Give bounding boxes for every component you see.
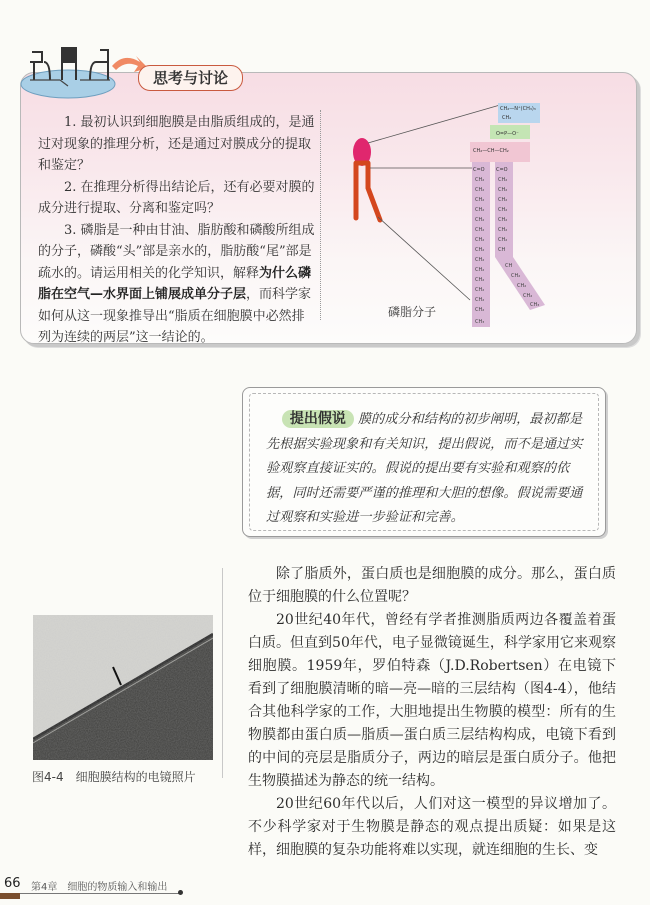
svg-text:C=O: C=O bbox=[473, 167, 485, 173]
svg-text:CH₂: CH₂ bbox=[498, 197, 508, 203]
svg-text:CH₂: CH₂ bbox=[523, 293, 533, 299]
svg-text:CH₂: CH₂ bbox=[475, 247, 485, 253]
column-divider bbox=[222, 568, 223, 778]
svg-text:CH₂—CH—CH₂: CH₂—CH—CH₂ bbox=[473, 148, 509, 154]
svg-text:C=O: C=O bbox=[496, 167, 508, 173]
svg-text:CH₂: CH₂ bbox=[475, 207, 485, 213]
footer-rule bbox=[20, 893, 180, 894]
svg-text:CH₂: CH₂ bbox=[498, 187, 508, 193]
svg-text:CH₂: CH₂ bbox=[475, 257, 485, 263]
paragraph-3: 20世纪60年代以后，人们对这一模型的异议增加了。不少科学家对于生物膜是静态的观点提出质疑：如果是这样，细胞膜的复杂功能将难以实现，就连细胞的生长、变 bbox=[248, 796, 616, 858]
svg-text:CH₂: CH₂ bbox=[498, 217, 508, 223]
phospholipid-cartoon-icon bbox=[353, 138, 380, 220]
divider bbox=[320, 110, 321, 320]
svg-text:CH: CH bbox=[505, 263, 513, 269]
svg-text:CH₂: CH₂ bbox=[475, 197, 485, 203]
svg-text:CH₂: CH₂ bbox=[502, 115, 512, 121]
svg-text:CH₂: CH₂ bbox=[475, 177, 485, 183]
hypothesis-tag: 提出假说 bbox=[282, 410, 354, 428]
svg-text:CH₂: CH₂ bbox=[475, 187, 485, 193]
svg-text:CH₂: CH₂ bbox=[498, 177, 508, 183]
main-body-text bbox=[248, 563, 616, 862]
svg-text:CH₂: CH₂ bbox=[475, 237, 485, 243]
hypothesis-body: 膜的成分和结构的初步阐明，最初都是先根据实验现象和有关知识，提出假说，而不是通过实验观察直接证实的。假说的提出要有实验和观察的依据，同时还需要严谨的推理和大胆的想像。假说需要通过观察和实验进一步验证和完善。 bbox=[266, 412, 583, 525]
question-3: 3. 磷脂是一种由甘油、脂肪酸和磷酸所组成的分子，磷酸“头”部是亲水的，脂肪酸“尾”部是疏水的。请运用相关的化学知识，解释为什么磷脂在空气—水界面上铺展成单分子层，而科学家如何从这一现象推导出“脂质在细胞膜中必然排列为连续的两层”这一结论的。 bbox=[38, 222, 315, 345]
svg-text:CH₂: CH₂ bbox=[498, 237, 508, 243]
phospholipid-caption: 磷脂分子 bbox=[388, 305, 437, 319]
paragraph-2: 20世纪40年代，曾经有学者推测脂质两边各覆盖着蛋白质。但直到50年代，电子显微镜诞生，科学家用它来观察细胞膜。1959年，罗伯特森（J.D.Robertsen）在电镜下看到了细胞膜清晰的暗—亮—暗的三层结构（图4-4），他结合其他科学家的工作，大胆地提出生物膜的模型：所有的生物膜都由蛋白质—脂质—蛋白质三层结构构成，电镜下看到的中间的亮层是脂质分子，两边的暗层是蛋白质分子。他把生物膜描述为静态的统一结构。 bbox=[248, 612, 616, 789]
svg-text:CH₂: CH₂ bbox=[475, 267, 485, 273]
svg-text:CH₂: CH₂ bbox=[498, 227, 508, 233]
svg-text:CH₂: CH₂ bbox=[475, 277, 485, 283]
figure-4-4-caption: 图4-4 细胞膜结构的电镜照片 bbox=[32, 770, 196, 784]
paragraph-1: 除了脂质外，蛋白质也是细胞膜的成分。那么，蛋白质位于细胞膜的什么位置呢？ bbox=[248, 566, 616, 605]
svg-text:CH₂: CH₂ bbox=[475, 297, 485, 303]
svg-text:CH₂: CH₂ bbox=[475, 307, 485, 313]
svg-text:CH₂: CH₂ bbox=[475, 227, 485, 233]
svg-text:CH₂: CH₂ bbox=[475, 287, 485, 293]
discussion-title: 思考与讨论 bbox=[138, 65, 243, 91]
svg-text:CH₃: CH₃ bbox=[530, 302, 540, 308]
em-photo-image bbox=[33, 615, 213, 760]
footer-bar bbox=[0, 893, 20, 899]
svg-text:CH₂: CH₂ bbox=[475, 217, 485, 223]
svg-text:CH₂: CH₂ bbox=[517, 283, 527, 289]
svg-text:O=P—O⁻: O=P—O⁻ bbox=[496, 131, 519, 137]
discussion-questions bbox=[38, 112, 316, 349]
phospholipid-diagram bbox=[340, 95, 590, 335]
svg-text:CH₂—N⁺(CH₃)₃: CH₂—N⁺(CH₃)₃ bbox=[500, 106, 536, 112]
svg-text:CH₂: CH₂ bbox=[498, 207, 508, 213]
hypothesis-text bbox=[266, 407, 591, 531]
question-2: 2. 在推理分析得出结论后，还有必要对膜的成分进行提取、分离和鉴定吗？ bbox=[38, 179, 315, 216]
chapter-title: 第4章 细胞的物质输入和输出 bbox=[31, 882, 168, 893]
page-number: 66 bbox=[4, 876, 21, 891]
question-1: 1. 最初认识到细胞膜是由脂质组成的，是通过对现象的推理分析，还是通过对膜成分的提取和鉴定？ bbox=[38, 115, 315, 173]
svg-text:CH: CH bbox=[498, 247, 506, 253]
footer-dot bbox=[178, 890, 183, 895]
svg-text:CH₃: CH₃ bbox=[475, 319, 485, 325]
svg-text:CH₂: CH₂ bbox=[511, 273, 521, 279]
